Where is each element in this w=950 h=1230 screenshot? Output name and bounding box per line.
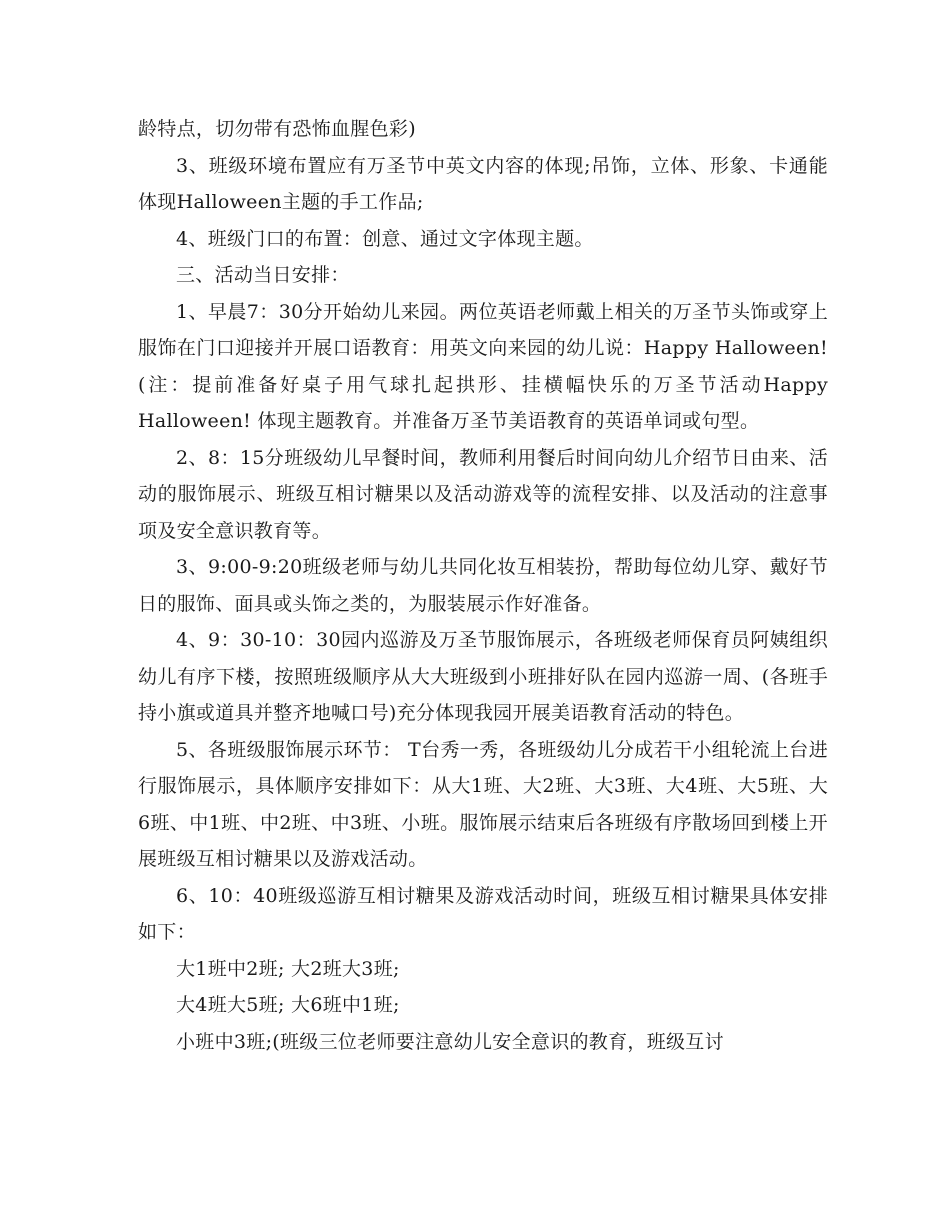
paragraph-candy-games: 6、10：40班级巡游互相讨糖果及游戏活动时间，班级互相讨糖果具体安排如下： [138, 884, 828, 943]
paragraph-morning-arrival: 1、早晨7：30分开始幼儿来园。两位英语老师戴上相关的万圣节头饰或穿上服饰在门口迎接并开展口语教育：用英文向来园的幼儿说：Happy Halloween!(注：提前准备好桌子用气球扎起拱形、挂横幅快乐的万圣节活动Happy Halloween! 体现主题教育。并准备万圣节美语教育的英语单词或句型。 [138, 300, 828, 432]
paragraph-parade: 4、9：30-10：30园内巡游及万圣节服饰展示，各班级老师保育员阿姨组织幼儿有序下楼，按照班级顺序从大大班级到小班排好队在园内巡游一周、(各班手持小旗或道具并整齐地喊口号)充分体现我园开展美语教育活动的特色。 [138, 629, 828, 724]
paragraph-makeup: 3、9:00-9:20班级老师与幼儿共同化妆互相装扮，帮助每位幼儿穿、戴好节日的服饰、面具或头饰之类的，为服装展示作好准备。 [138, 556, 828, 615]
section-heading-day-schedule: 三、活动当日安排： [176, 264, 350, 286]
paragraph-pairing-1: 大1班中2班; 大2班大3班; [176, 957, 400, 980]
document-body [138, 111, 828, 1060]
paragraph-door-decoration: 4、班级门口的布置：创意、通过文字体现主题。 [176, 227, 594, 250]
paragraph-pairing-2: 大4班大5班; 大6班中1班; [176, 994, 400, 1016]
paragraph-breakfast: 2、8：15分班级幼儿早餐时间，教师利用餐后时间向幼儿介绍节日由来、活动的服饰展示、班级互相讨糖果以及活动游戏等的流程安排、以及活动的注意事项及安全意识教育等。 [138, 446, 828, 542]
paragraph-costume-show: 5、各班级服饰展示环节： T台秀一秀，各班级幼儿分成若干小组轮流上台进行服饰展示，具体顺序安排如下：从大1班、大2班、大3班、大4班、大5班、大6班、中1班、中2班、中3班、小班。服饰展示结束后各班级有序散场回到楼上开展班级互相讨糖果以及游戏活动。 [138, 738, 828, 870]
paragraph-class-decoration: 3、班级环境布置应有万圣节中英文内容的体现;吊饰，立体、形象、卡通能体现Halloween主题的手工作品; [138, 154, 828, 213]
paragraph-pairing-3: 小班中3班;(班级三位老师要注意幼儿安全意识的教育，班级互讨 [176, 1030, 724, 1053]
paragraph-age-note: 龄特点，切勿带有恐怖血腥色彩) [138, 118, 416, 140]
